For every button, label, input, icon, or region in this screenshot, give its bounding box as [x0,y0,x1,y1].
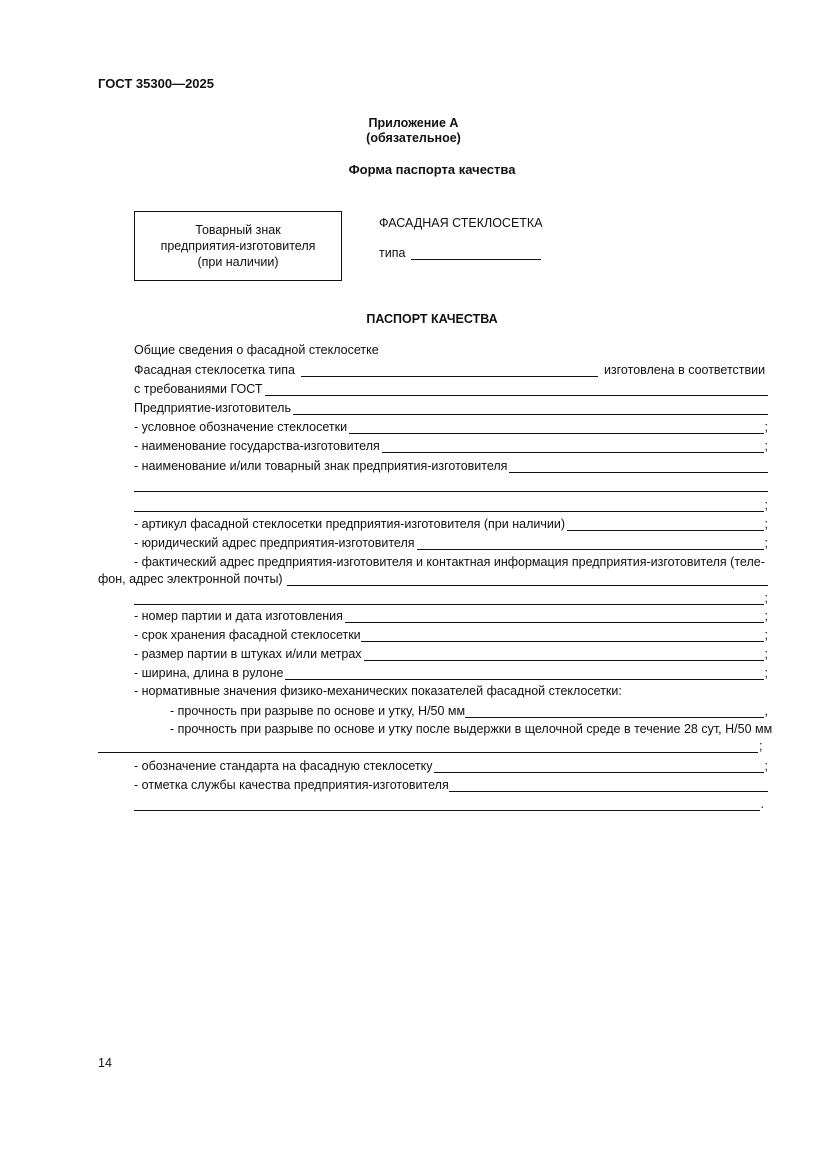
standard-field[interactable] [434,760,763,773]
designation-label: - условное обозначение стеклосетки [134,420,348,434]
manufacturer-label: Предприятие-изготовитель [134,401,291,415]
mesh-type-label: Фасадная стеклосетка типа [134,363,295,377]
semicolon: ; [764,420,768,434]
legal-address-label: - юридический адрес предприятия-изготовителя [134,536,415,550]
document-code: ГОСТ 35300—2025 [98,76,214,91]
form-title: Форма паспорта качества [348,162,516,177]
actual-address-field[interactable] [287,573,768,586]
shelf-life-label: - срок хранения фасадной стеклосетки [134,628,361,642]
mfr-name-continuation-2 [134,496,768,512]
mfr-name-field-3[interactable] [134,499,764,512]
state-name-field[interactable] [382,440,764,453]
designation-field[interactable] [349,421,763,434]
manufacturer-field[interactable] [293,402,768,415]
page-number: 14 [98,1056,112,1070]
actual-address-line [98,570,768,586]
product-type-label: типа [379,246,406,260]
trademark-line-1: Товарный знак [195,223,281,237]
shelf-life-field[interactable] [361,629,764,642]
mfr-name-label: - наименование и/или товарный знак предприятия-изготовителя [134,459,508,473]
qc-mark-label: - отметка службы качества предприятия-изготовителя [134,778,449,792]
semicolon: ; [764,591,768,605]
mfr-name-continuation-1 [134,476,768,492]
actual-address-field-2[interactable] [134,592,764,605]
trademark-line-3: (при наличии) [197,255,279,269]
width-length-label: - ширина, длина в рулоне [134,666,284,680]
period: . [760,797,764,811]
qc-mark-line [134,776,768,792]
actual-address-continuation [134,589,768,605]
batch-label: - номер партии и дата изготовления [134,609,343,623]
article-label: - артикул фасадной стеклосетки предприятия-изготовителя (при наличии) [134,517,565,531]
semicolon: ; [764,517,768,531]
state-name-label: - наименование государства-изготовителя [134,439,380,453]
batch-size-label: - размер партии в штуках и/или метрах [134,647,362,661]
tensile-field[interactable] [465,705,763,718]
semicolon: ; [764,498,768,512]
tensile-label: - прочность при разрыве по основе и утку, Н/50 мм [170,704,466,718]
semicolon: ; [764,759,768,773]
qc-mark-field-2[interactable] [134,798,760,811]
trademark-line-2: предприятия-изготовителя [160,239,316,253]
batch-field[interactable] [345,610,764,623]
mfr-name-field[interactable] [509,460,768,473]
semicolon: ; [764,439,768,453]
product-type-field[interactable] [411,247,541,260]
tensile-line [170,702,768,718]
manufacturer-line [134,399,768,415]
semicolon: ; [764,536,768,550]
article-field[interactable] [567,518,764,531]
trademark-box [134,211,342,281]
gost-label: с требованиями ГОСТ [134,382,263,396]
semicolon: ; [759,739,763,753]
norm-values-heading: - нормативные значения физико-механических показателей фасадной стеклосетки: [134,684,622,698]
semicolon: ; [764,666,768,680]
appendix-note: (обязательное) [366,131,461,145]
width-length-line [134,664,768,680]
tensile-alkali-label: - прочность при разрыве по основе и утку после выдержки в щелочной среде в течение 28 сут, Н/50 мм [170,722,773,736]
semicolon: ; [764,609,768,623]
state-name-line [134,437,768,453]
product-name: ФАСАДНАЯ СТЕКЛОСЕТКА [379,216,543,230]
mfr-name-field-2[interactable] [134,479,768,492]
designation-line [134,418,768,434]
tensile-alkali-field[interactable] [98,740,758,753]
batch-size-line [134,645,768,661]
product-type-line [379,244,541,260]
legal-address-field[interactable] [417,537,764,550]
batch-line [134,607,768,623]
batch-size-field[interactable] [364,648,764,661]
passport-title: ПАСПОРТ КАЧЕСТВА [366,312,498,326]
width-length-field[interactable] [285,667,763,680]
comma: , [764,704,768,718]
general-info-heading: Общие сведения о фасадной стеклосетке [134,343,379,357]
qc-mark-continuation [134,795,764,811]
actual-address-label-1: - фактический адрес предприятия-изготовителя и контактная информация предприятия-изготовителя (теле- [134,555,765,569]
semicolon: ; [764,647,768,661]
gost-line [134,380,768,396]
tensile-alkali-line [98,737,768,753]
mesh-type-line [134,361,768,377]
standard-line [134,757,768,773]
article-line [134,515,768,531]
standard-label: - обозначение стандарта на фасадную стеклосетку [134,759,433,773]
gost-field[interactable] [265,383,768,396]
made-per-label: изготовлена в соответствии [603,363,766,377]
mfr-name-line [134,457,768,473]
qc-mark-field[interactable] [449,779,768,792]
appendix-title: Приложение А [368,116,459,130]
legal-address-line [134,534,768,550]
shelf-life-line [134,626,768,642]
mesh-type-field[interactable] [301,364,598,377]
semicolon: ; [764,628,768,642]
actual-address-label-2: фон, адрес электронной почты) [98,572,283,586]
